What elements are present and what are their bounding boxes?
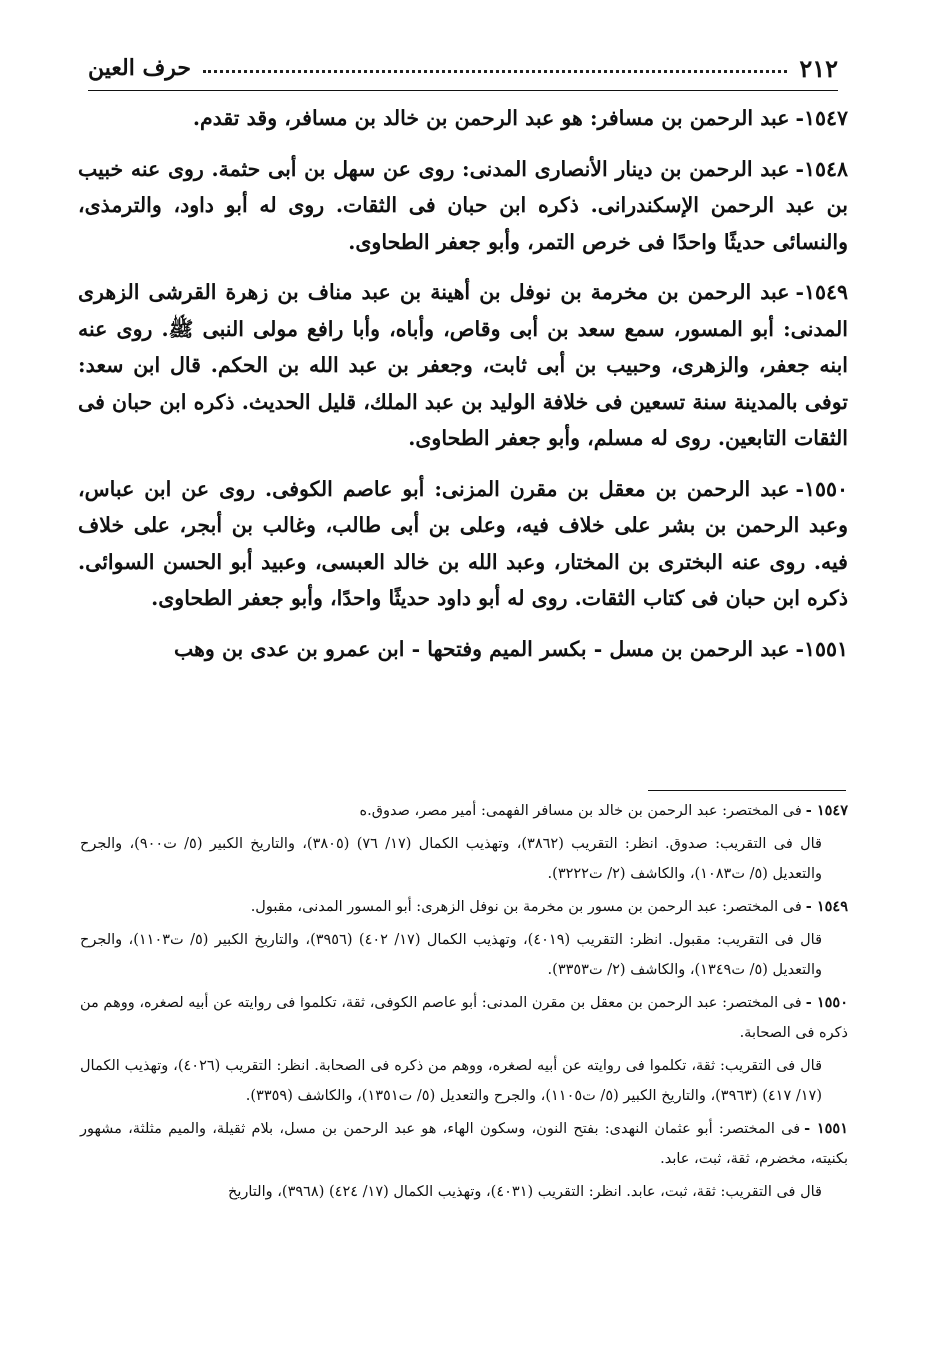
footnote-1550: [80, 988, 848, 1048]
entry-1548: [78, 151, 848, 261]
footnote-text: فى المختصر: أبو عثمان النهدى: بفتح النون، وسكون الهاء، هو عبد الرحمن بن مسل، بلام ثقيلة، والميم مثلثة، مشهور بكنيته، مخضرم، ثقة، ثبت، عابد.: [80, 1121, 848, 1167]
entry-number: ١٥٥١-: [795, 636, 848, 661]
footnote-1551-taqrib: [80, 1177, 848, 1207]
footnote-text: قال فى التقريب: ثقة، ثبت، عابد. انظر: التقريب (٤٠٣١)، وتهذيب الكمال (١٧/ ٤٢٤) (٣٩٦٨)، والتاريخ: [227, 1184, 822, 1200]
footnotes: [80, 796, 848, 1210]
footnote-text: قال فى التقريب: صدوق. انظر: التقريب (٣٨٦٢)، وتهذيب الكمال (١٧/ ٧٦) (٣٨٠٥)، والتاريخ الكبير (٥/ ت٩٠٠)، والجرح والتعديل (٥/ ت١٠٨٣)، والكاشف (٢/ ت٣٢٢٢).: [80, 836, 822, 882]
footnote-text: قال فى التقريب: مقبول. انظر: التقريب (٤٠١٩)، وتهذيب الكمال (١٧/ ٤٠٢) (٣٩٥٦)، والتاريخ الكبير (٥/ ت١١٠٣)، والجرح والتعديل (٥/ ت١٣٤٩)، والكاشف (٢/ ت٣٣٥٣).: [80, 932, 822, 978]
footnote-1547-taqrib: [80, 829, 848, 889]
footnote-text: فى المختصر: عبد الرحمن بن خالد بن مسافر الفهمى: أمير مصر، صدوق.ه: [359, 803, 802, 819]
entry-text: عبد الرحمن بن مسافر: هو عبد الرحمن بن خالد بن مسافر، وقد تقدم.: [192, 106, 790, 130]
entry-1551: [78, 631, 848, 668]
entry-number: ١٥٥٠-: [795, 476, 848, 501]
footnote-number: ١٥٤٩ -: [805, 898, 848, 915]
entry-number: ١٥٤٨-: [795, 156, 848, 181]
entry-1547: [78, 100, 848, 137]
footnote-text: فى المختصر: عبد الرحمن بن مسور بن مخرمة بن نوفل الزهرى: أبو المسور المدنى، مقبول.: [250, 899, 802, 915]
footnote-separator: [648, 790, 846, 791]
page-header: [88, 50, 838, 91]
footnote-number: ١٥٤٧ -: [805, 802, 848, 819]
entry-number: ١٥٤٩-: [795, 280, 848, 304]
footnote-number: ١٥٥٠ -: [805, 994, 848, 1011]
chapter-title: حرف العين: [88, 55, 192, 81]
footnote-number: ١٥٥١ -: [804, 1120, 848, 1137]
footnote-text: قال فى التقريب: ثقة، تكلموا فى روايته عن أبيه لصغره، ووهم من ذكره فى الصحابة. انظر: التقريب (٤٠٢٦)، وتهذيب الكمال (١٧/ ٤١٧) (٣٩٦٣)، والتاريخ الكبير (٥/ ت١١٠٥)، والجرح والتعديل (٥/ ت١٣٥١)، والكاشف (٣٣٥٩).: [80, 1058, 823, 1104]
footnote-text: فى المختصر: عبد الرحمن بن معقل بن مقرن المدنى: أبو عاصم الكوفى، ثقة، تكلموا فى روايته عن أبيه لصغره، ووهم من ذكره فى الصحابة.: [80, 995, 848, 1041]
page-number: ٢١٢: [799, 53, 838, 83]
footnote-1549: [80, 892, 848, 922]
entry-1550: [78, 471, 848, 617]
entry-1549: [78, 274, 848, 457]
footnote-1547: [80, 796, 848, 826]
entry-text: عبد الرحمن بن دينار الأنصارى المدنى: روى عن سهل بن أبى حثمة. روى عنه خبيب بن عبد الرحمن الإسكندرانى. ذكره ابن حبان فى الثقات. روى له أبو داود، والترمذى، والنسائى حديثًا واحدًا فى خرص التمر، وأبو جعفر الطحاوى.: [78, 156, 848, 254]
footnote-1551: [80, 1114, 848, 1174]
entry-text: عبد الرحمن بن مسل - بكسر الميم وفتحها - ابن عمرو بن عدى بن وهب: [173, 636, 790, 661]
entry-text: عبد الرحمن بن مخرمة بن نوفل بن أهينة بن عبد مناف بن زهرة القرشى الزهرى المدنى: أبو المسور، سمع سعد بن أبى وقاص، وأباه، وأبا رافع مولى النبى ﷺ. روى عنه ابنه جعفر، والزهرى، وحبيب بن أبى ثابت، وجعفر بن عبد الله بن الحكم. قال ابن سعد: توفى بالمدينة سنة تسعين فى خلافة الوليد بن عبد الملك، قليل الحديث. ذكره ابن حبان فى الثقات التابعين. روى له مسلم، وأبو جعفر الطحاوى.: [78, 280, 848, 450]
dotted-leader: [203, 70, 787, 73]
entry-number: ١٥٤٧-: [795, 106, 848, 130]
footnote-1550-taqrib: [80, 1051, 848, 1111]
main-text: [78, 100, 848, 667]
entry-text: عبد الرحمن بن معقل بن مقرن المزنى: أبو عاصم الكوفى. روى عن ابن عباس، وعبد الرحمن بن بشر على خلاف فيه، وعلى بن أبى طالب، وغالب بن أبجر، على خلاف فيه. روى عنه البخترى بن المختار، وعبد الله بن خالد العبسى، وعبيد أبو الحسن السوائى. ذكره ابن حبان فى كتاب الثقات. روى له أبو داود حديثًا واحدًا، وأبو جعفر الطحاوى.: [78, 476, 848, 610]
footnote-1549-taqrib: [80, 925, 848, 985]
